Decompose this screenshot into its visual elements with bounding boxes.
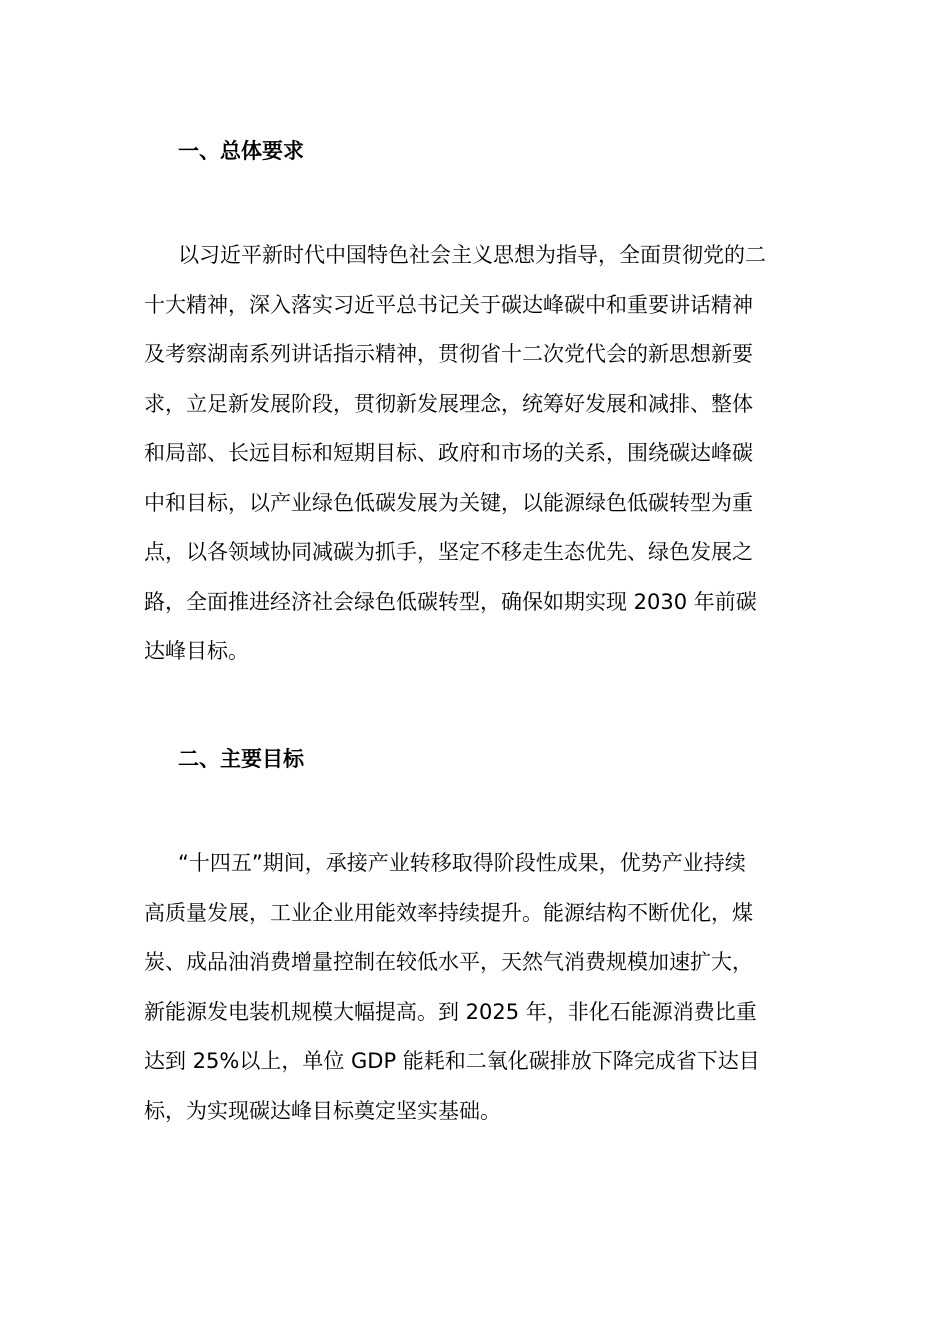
paragraph-line: 求，立足新发展阶段，贯彻新发展理念，统筹好发展和减排、整体 <box>144 391 753 416</box>
paragraph-line: “十四五”期间，承接产业转移取得阶段性成果，优势产业持续 <box>178 851 746 875</box>
paragraph-line: 高质量发展，工业企业用能效率持续提升。能源结构不断优化，煤 <box>144 900 753 925</box>
section-heading-overall-requirements: 一、总体要求 <box>178 139 304 163</box>
paragraph-line: 炭、成品油消费增量控制在较低水平，天然气消费规模加速扩大， <box>144 950 753 974</box>
paragraph-line: 达峰目标。 <box>144 639 249 663</box>
section-body-main-objectives <box>144 839 824 1136</box>
paragraph-line: 中和目标，以产业绿色低碳发展为关键，以能源绿色低碳转型为重 <box>144 490 753 515</box>
paragraph-line: 十大精神，深入落实习近平总书记关于碳达峰碳中和重要讲话精神 <box>144 292 753 317</box>
paragraph-line: 点，以各领域协同减碳为抓手，坚定不移走生态优先、绿色发展之 <box>144 540 753 564</box>
section-body-overall-requirements <box>144 231 824 677</box>
section-heading-main-objectives: 二、主要目标 <box>178 747 304 771</box>
paragraph-line: 及考察湖南系列讲话指示精神，贯彻省十二次党代会的新思想新要 <box>144 342 753 366</box>
paragraph-line: 新能源发电装机规模大幅提高。到 2025 年，非化石能源消费比重 <box>144 999 757 1024</box>
paragraph-line: 达到 25%以上，单位 GDP 能耗和二氧化碳排放下降完成省下达目 <box>144 1049 760 1073</box>
paragraph-line: 路，全面推进经济社会绿色低碳转型，确保如期实现 2030 年前碳 <box>144 589 757 614</box>
paragraph-line: 以习近平新时代中国特色社会主义思想为指导，全面贯彻党的二 <box>178 243 766 267</box>
paragraph-line: 标，为实现碳达峰目标奠定坚实基础。 <box>144 1098 501 1123</box>
paragraph-line: 和局部、长远目标和短期目标、政府和市场的关系，围绕碳达峰碳 <box>144 441 753 465</box>
